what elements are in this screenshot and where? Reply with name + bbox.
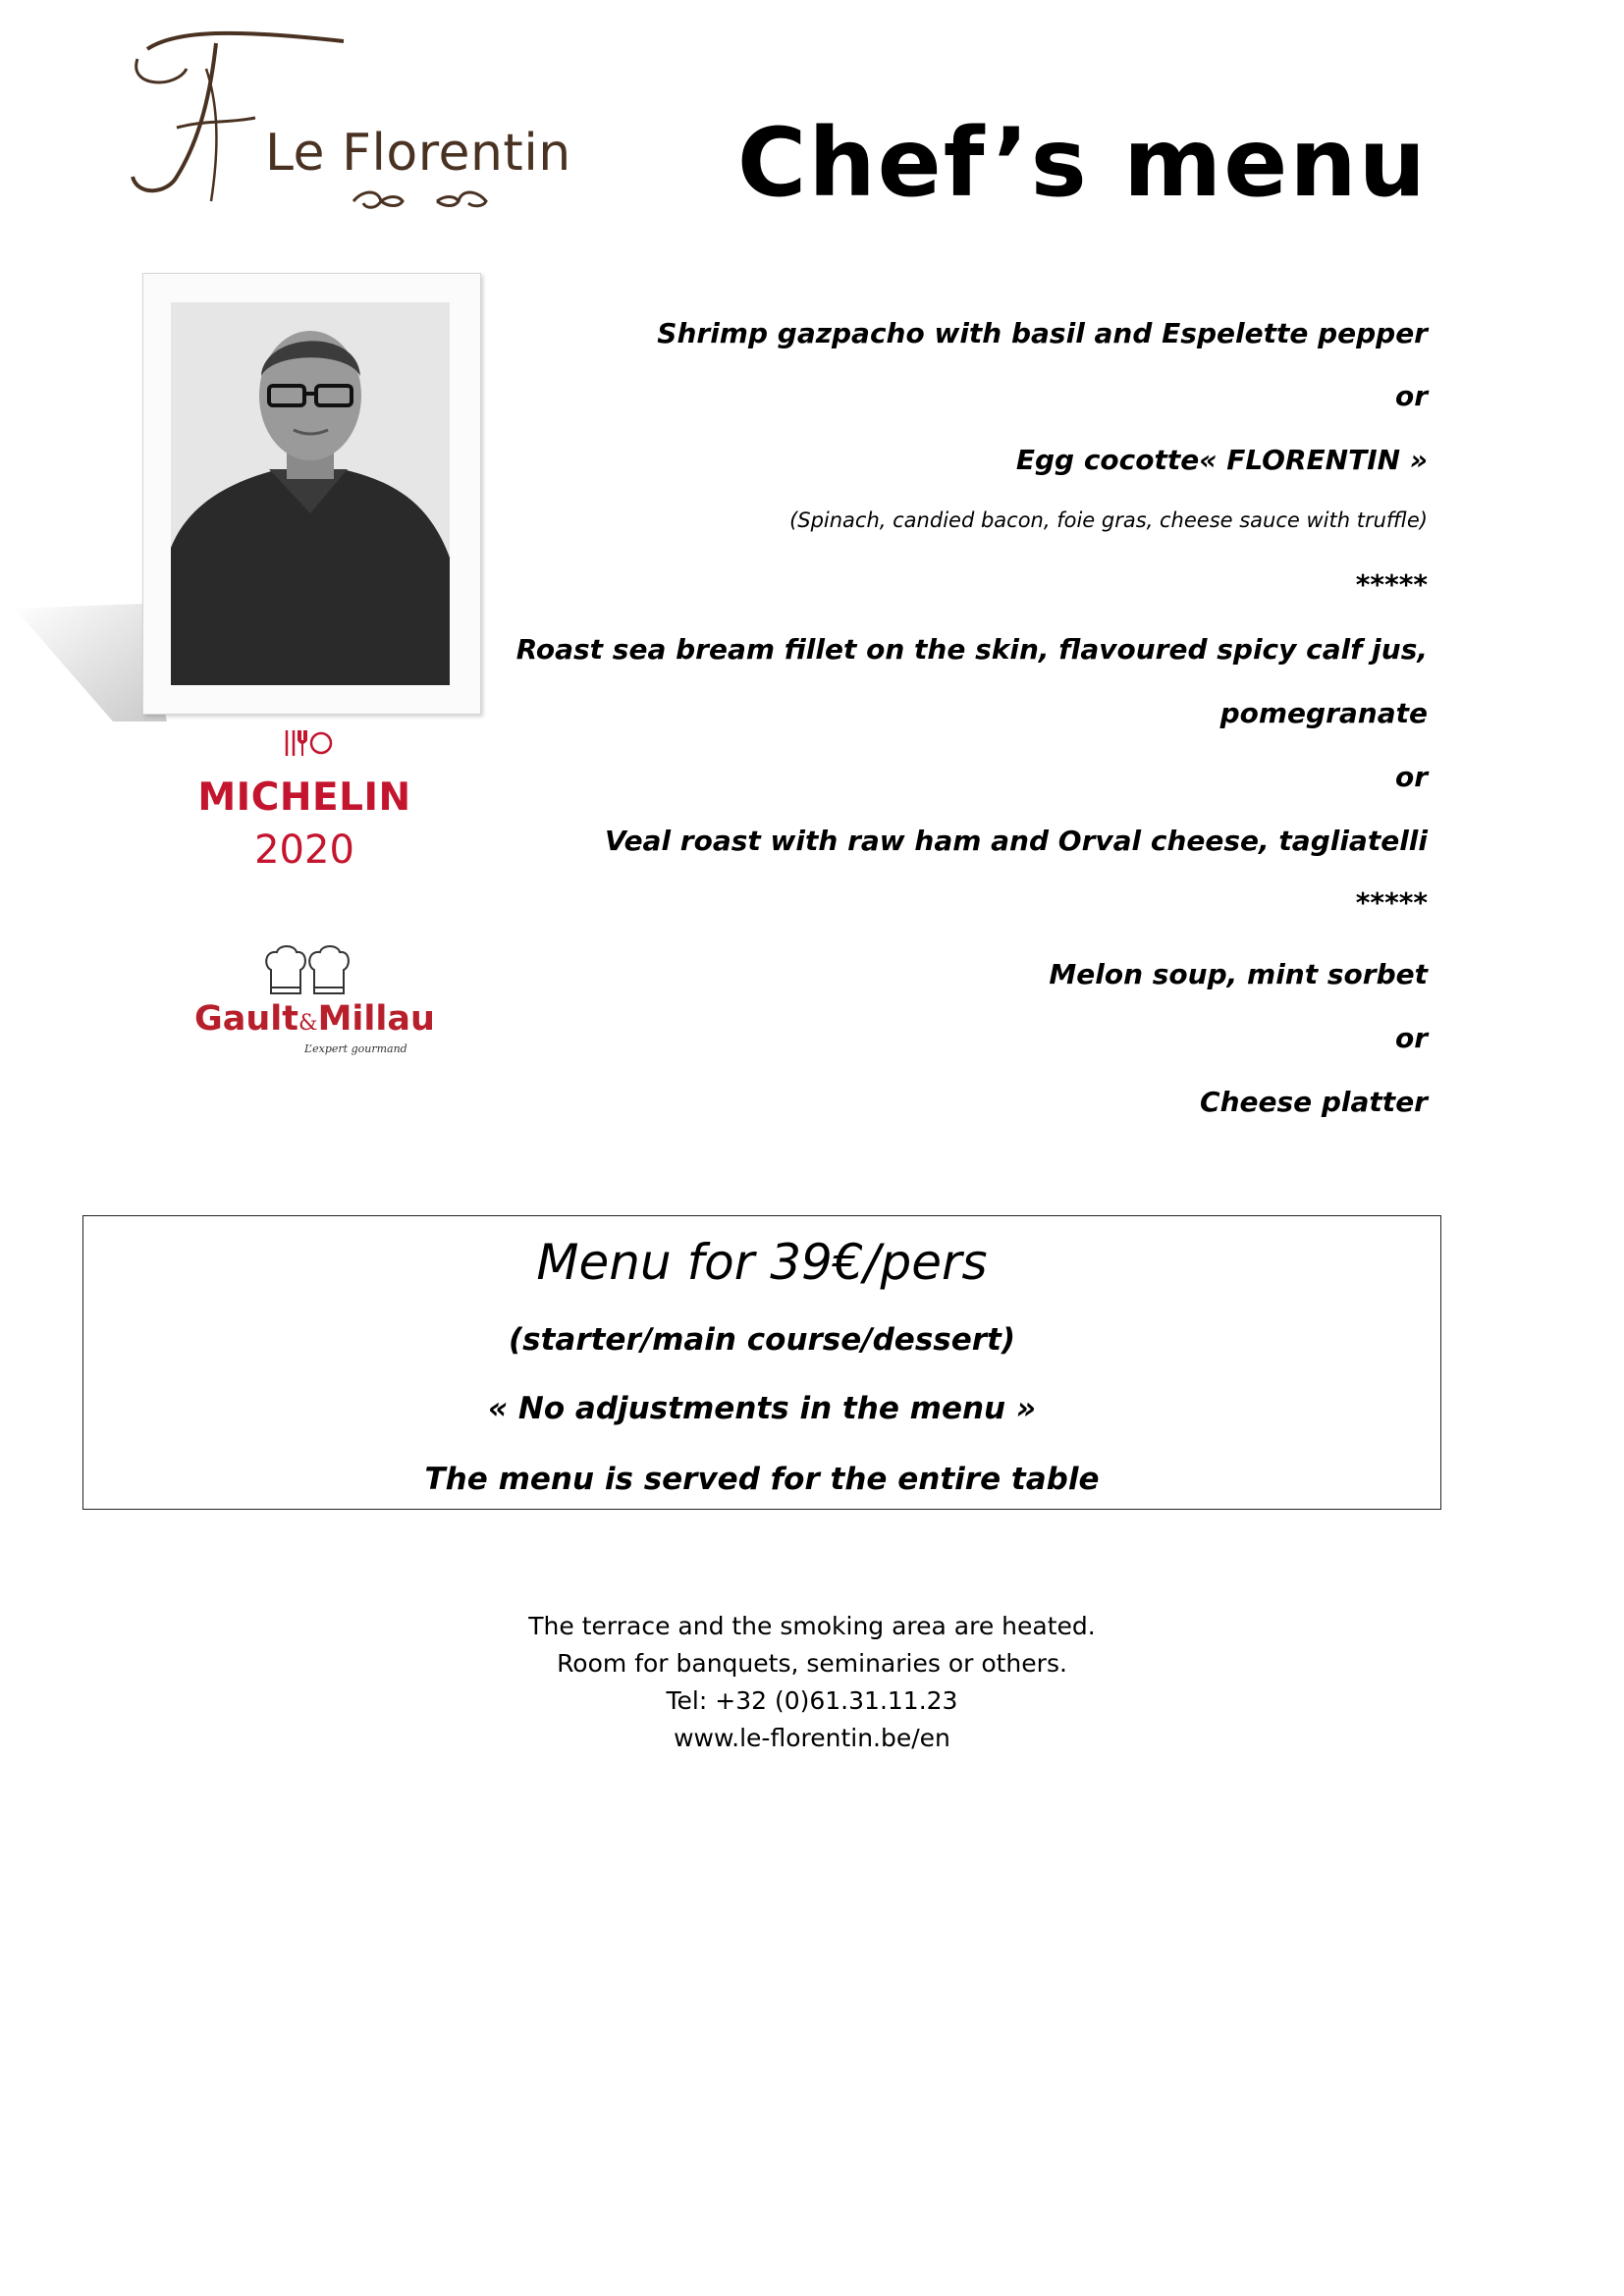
- bib-gourmand-cutlery-icon: [284, 728, 333, 758]
- footer-phone: Tel: +32 (0)61.31.11.23: [666, 1686, 958, 1715]
- gault-ampersand: &: [298, 1011, 318, 1036]
- chef-hats-icon: [263, 944, 352, 1001]
- price-title: Menu for 39€/pers: [536, 1234, 988, 1291]
- page-title: Chef’s menu: [736, 108, 1428, 218]
- served-note: The menu is served for the entire table: [424, 1462, 1100, 1497]
- dessert-1: Melon soup, mint sorbet: [1049, 958, 1428, 990]
- gault-millau-logo: [194, 999, 435, 1039]
- course-separator: *****: [1355, 886, 1428, 919]
- dessert-2: Cheese platter: [1200, 1086, 1428, 1118]
- no-adjustments-note: « No adjustments in the menu »: [487, 1391, 1037, 1426]
- main-1-line-1: Roast sea bream fillet on the skin, flavoured spicy calf jus,: [515, 633, 1428, 666]
- price-box: [82, 1215, 1441, 1510]
- footer-info: [0, 1608, 1624, 1757]
- brand-name: Le Florentin: [265, 124, 571, 183]
- millau-name: Millau: [317, 999, 435, 1039]
- main-2: Veal roast with raw ham and Orval cheese, tagliatelli: [604, 825, 1428, 857]
- main-1-line-2: pomegranate: [1219, 697, 1428, 729]
- or-separator: or: [1394, 1022, 1428, 1054]
- gault-name: Gault: [194, 999, 298, 1039]
- footer-website: www.le-florentin.be/en: [674, 1724, 950, 1752]
- chef-portrait-image: [171, 302, 450, 685]
- footer-terrace: The terrace and the smoking area are heated.: [528, 1612, 1096, 1640]
- le-florentin-logo: [118, 29, 579, 226]
- michelin-year: 2020: [254, 828, 354, 873]
- footer-rooms: Room for banquets, seminaries or others.: [557, 1649, 1067, 1678]
- or-separator: or: [1394, 380, 1428, 412]
- starter-2: Egg cocotte« FLORENTIN »: [1015, 444, 1428, 476]
- starter-1: Shrimp gazpacho with basil and Espelette pepper: [657, 317, 1428, 349]
- or-separator: or: [1394, 761, 1428, 793]
- starter-2-detail: (Spinach, candied bacon, foie gras, cheese sauce with truffle): [789, 508, 1428, 532]
- michelin-label: MICHELIN: [197, 775, 411, 820]
- gault-millau-tagline: L’expert gourmand: [304, 1042, 407, 1055]
- price-courses: (starter/main course/dessert): [508, 1322, 1016, 1358]
- course-separator: *****: [1355, 568, 1428, 601]
